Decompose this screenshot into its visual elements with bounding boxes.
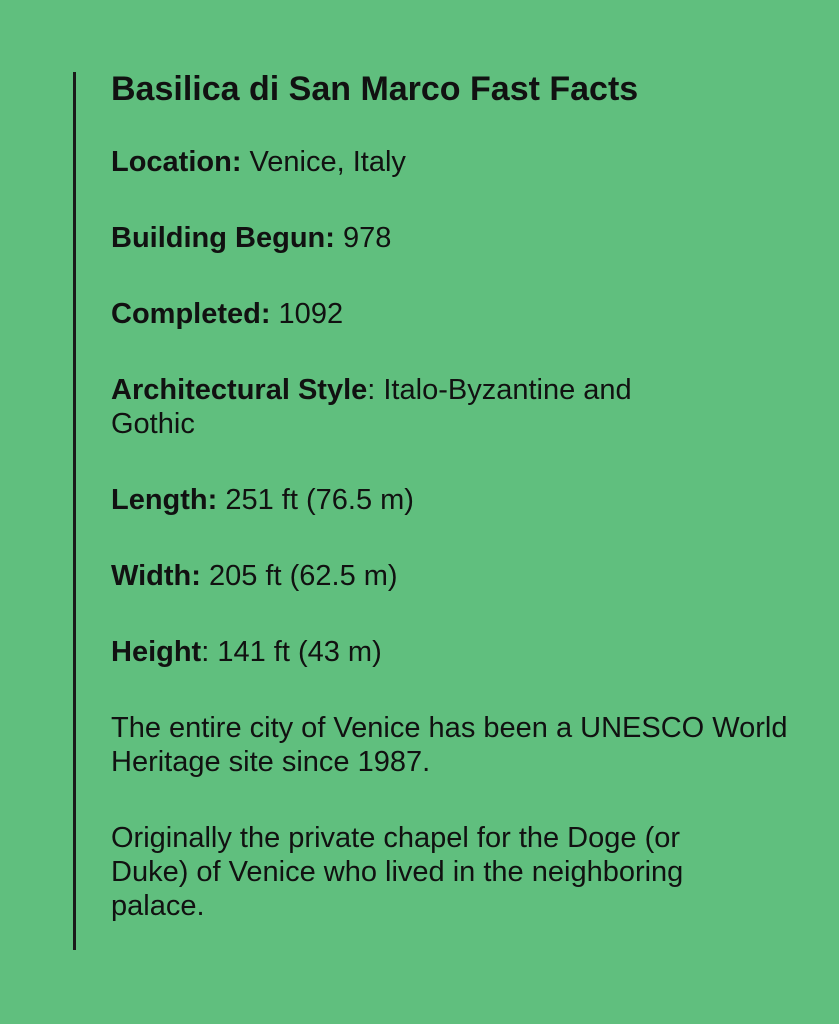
- note-doge-chapel: Originally the private chapel for the Doge (or Duke) of Venice who lived in the neighboring palace.: [111, 822, 684, 922]
- fact-building-begun: [111, 221, 801, 255]
- fact-label-location: Location:: [111, 146, 242, 178]
- page-title: Basilica di San Marco Fast Facts: [111, 70, 639, 108]
- fact-value-location: Venice, Italy: [241, 146, 406, 178]
- fact-value-building-begun: 978: [334, 222, 392, 254]
- fact-height: [111, 635, 801, 669]
- fact-label-width: Width:: [111, 560, 201, 592]
- fact-value-width: 205 ft (62.5 m): [200, 560, 398, 592]
- fact-label-height: Height: [111, 636, 202, 668]
- fact-architectural-style: [111, 373, 651, 441]
- fact-label-architectural-style: Architectural Style: [111, 374, 368, 406]
- fact-completed: [111, 297, 801, 331]
- fact-value-architectural-style: : Italo-Byzantine and Gothic: [111, 374, 632, 440]
- fact-location: [111, 145, 801, 179]
- vertical-divider-line: [73, 72, 76, 950]
- fact-label-length: Length:: [111, 484, 218, 516]
- fact-length: [111, 483, 801, 517]
- fast-facts-panel: [111, 66, 801, 965]
- note-unesco: The entire city of Venice has been a UNESCO World Heritage site since 1987.: [111, 712, 788, 778]
- fact-width: [111, 559, 801, 593]
- fact-value-height: : 141 ft (43 m): [201, 636, 382, 668]
- fact-value-length: 251 ft (76.5 m): [217, 484, 414, 516]
- fact-label-building-begun: Building Begun:: [111, 222, 335, 254]
- fact-value-completed: 1092: [270, 298, 344, 330]
- fact-label-completed: Completed:: [111, 298, 271, 330]
